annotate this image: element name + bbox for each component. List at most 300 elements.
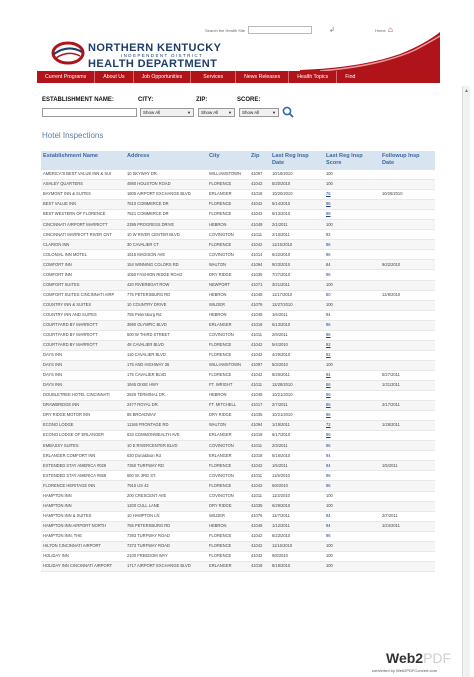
cell-address: 2100 FREEDOM WAY — [127, 554, 168, 559]
cell-establishment: EXTENDED STAY AMERICA #029 — [43, 463, 107, 468]
cell-followup-date: 1/24/2011 — [382, 523, 400, 528]
table-row — [41, 230, 435, 240]
cell-zip: 41042 — [251, 343, 263, 348]
cell-establishment: HAMPTON INN AIRPORT NORTH — [43, 523, 107, 528]
col-header-followup-date[interactable]: Followup Insp Date — [382, 153, 420, 166]
cell-insp-score[interactable]: 96 — [326, 443, 331, 448]
table-row — [41, 502, 435, 512]
cell-establishment: ERLANGER COMFORT INN — [43, 453, 96, 458]
cell-city: ERLANGER — [209, 453, 232, 458]
cell-zip: 41017 — [251, 403, 263, 408]
table-row — [41, 190, 435, 200]
cell-insp-score[interactable]: 84 — [326, 262, 331, 267]
table-row — [41, 270, 435, 280]
watermark-caption: converted by Web2PDFConvert.com — [372, 668, 438, 673]
score-label: SCORE: — [237, 97, 261, 103]
cell-address: 1515 MADISON AVE — [127, 252, 166, 257]
cell-zip: 41011 — [251, 473, 263, 478]
cell-address: 88 BROADWAY — [127, 413, 157, 418]
cell-insp-date: 5/14/2010 — [272, 202, 291, 207]
cell-zip: 41018 — [251, 453, 263, 458]
cell-establishment: COLONIAL INN MOTEL — [43, 252, 87, 257]
cell-city: WALTON — [209, 262, 226, 267]
cell-insp-score: 100 — [326, 564, 333, 569]
cell-city: FLORENCE — [209, 373, 232, 378]
cell-city: HEBRON — [209, 523, 227, 528]
cell-establishment: CINCINNATI AIRPORT MARRIOTT — [43, 222, 108, 227]
table-row — [41, 361, 435, 371]
cell-city: WALTON — [209, 423, 226, 428]
table-row — [41, 351, 435, 361]
table-row — [41, 542, 435, 552]
table-row — [41, 401, 435, 411]
cell-insp-date: 10/21/2010 — [272, 413, 293, 418]
city-label: CITY: — [138, 97, 154, 103]
cell-city: DRY RIDGE — [209, 272, 232, 277]
cell-insp-date: 7/27/2010 — [272, 272, 291, 277]
cell-insp-date: 10/19/2010 — [272, 172, 293, 177]
cell-city: ERLANGER — [209, 192, 232, 197]
zip-select[interactable] — [198, 108, 235, 117]
cell-address: 3990 OLYMPIC BLVD — [127, 322, 167, 327]
cell-followup-date: 10/26/2010 — [382, 192, 403, 197]
chevron-down-icon: ▼ — [228, 110, 232, 115]
cell-address: 2477 ROYAL DR. — [127, 403, 159, 408]
cell-insp-score[interactable]: 80 — [326, 292, 331, 297]
cell-insp-date: 12/27/2010 — [272, 302, 293, 307]
cell-insp-score[interactable]: 86 — [326, 403, 331, 408]
col-header-establishment[interactable]: Establishment Name — [43, 153, 99, 159]
cell-zip: 41042 — [251, 533, 263, 538]
home-icon[interactable]: ⌂ — [388, 25, 393, 34]
cell-establishment: DAYS INN — [43, 353, 63, 358]
cell-zip: 41042 — [251, 182, 263, 187]
establishment-name-input[interactable] — [42, 108, 137, 117]
nav-about-us[interactable]: About Us — [95, 71, 133, 83]
table-row — [41, 441, 435, 451]
cell-insp-score: 100 — [326, 172, 333, 177]
cell-establishment: DAYS INN — [43, 373, 63, 378]
score-select[interactable] — [239, 108, 279, 117]
table-row — [41, 552, 435, 562]
cell-city: HEBRON — [209, 393, 227, 398]
cell-zip: 41042 — [251, 483, 263, 488]
cell-city: HEBRON — [209, 292, 227, 297]
cell-establishment: COUNTRY INN AND SUITES — [43, 312, 97, 317]
cell-insp-score: 100 — [326, 544, 333, 548]
cell-establishment: CLARION INN — [43, 242, 70, 247]
cell-insp-score[interactable]: 96 — [326, 202, 331, 207]
cell-zip: 41042 — [251, 212, 263, 217]
cell-city: FLORENCE — [209, 533, 232, 538]
cell-zip: 41094 — [251, 423, 263, 428]
cell-insp-score[interactable]: 94 — [326, 523, 331, 528]
cell-insp-date: 1/12/2011 — [272, 523, 290, 528]
watermark-brand-suffix: PDF — [423, 650, 452, 666]
cell-city: FLORENCE — [209, 463, 232, 468]
cell-address: 10 HAMPTON LN — [127, 513, 160, 518]
cell-establishment: BAYMONT INN & SUITES — [43, 192, 91, 197]
table-row — [41, 281, 435, 291]
cell-insp-date: 11/17/2010 — [272, 292, 293, 297]
cell-city: WILLIAMSTOWN — [209, 172, 241, 177]
cell-establishment: HILTON CINCINNATI AIRPORT — [43, 544, 101, 548]
cell-city: WILDER — [209, 513, 225, 518]
cell-insp-score[interactable]: 96 — [326, 433, 331, 438]
cell-insp-date: 5/13/2010 — [272, 212, 291, 217]
cell-followup-date: 2/17/2011 — [382, 403, 400, 408]
cell-address: 48 CAVALIER BLVD — [127, 343, 164, 348]
table-row — [41, 522, 435, 532]
vertical-scrollbar[interactable] — [462, 86, 470, 677]
cell-insp-score[interactable]: 96 — [326, 473, 331, 478]
cell-establishment: COMFORT SUITES CINCINNATI AIRP — [43, 292, 115, 297]
cell-address: 630 Donaldson Rd — [127, 453, 161, 458]
cell-city: DRY RIDGE — [209, 503, 232, 508]
cell-insp-score[interactable]: 98 — [326, 212, 331, 217]
cell-insp-date: 4/29/2010 — [272, 353, 291, 358]
cell-insp-date: 6/22/2010 — [272, 252, 291, 257]
cell-insp-date: 2/3/2011 — [272, 443, 288, 448]
city-select-value: Show All — [143, 110, 161, 115]
table-body — [41, 170, 435, 572]
cell-zip: 41042 — [251, 463, 263, 468]
cell-insp-score[interactable]: 86 — [326, 383, 331, 388]
cell-establishment: HAMPTON INN & SUITES — [43, 513, 92, 518]
cell-address: 7915 US 42 — [127, 483, 149, 488]
cell-zip: 41048 — [251, 222, 263, 227]
cell-followup-date: 5/27/2011 — [382, 373, 400, 378]
cell-zip: 41035 — [251, 413, 263, 418]
cell-address: 4880 HOUSTON ROAD — [127, 182, 171, 187]
cell-insp-date: 9/23/2010 — [272, 262, 291, 267]
cell-insp-date: 2/1/2011 — [272, 222, 288, 227]
cell-address: 500 W THIRD STREET — [127, 333, 170, 338]
nav-news-releases[interactable]: News Releases — [236, 71, 289, 83]
cell-insp-score: 100 — [326, 182, 333, 187]
table-row — [41, 471, 435, 481]
table-row — [41, 481, 435, 491]
home-link[interactable]: Home — [375, 28, 386, 33]
nav-services[interactable]: Services — [191, 71, 236, 83]
search-icon[interactable] — [282, 106, 294, 118]
cell-establishment: HAMPTON INN — [43, 493, 72, 498]
cell-zip: 41011 — [251, 232, 263, 237]
cell-insp-date: 1/5/2011 — [272, 463, 288, 468]
cell-establishment: HAMPTON INN, THE — [43, 533, 82, 538]
cell-insp-score[interactable]: 96 — [326, 413, 331, 418]
table-row — [41, 260, 435, 270]
nav-job-opportunities[interactable]: Job Opportunities — [134, 71, 192, 83]
nav-current-programs[interactable]: Current Programs — [37, 71, 95, 83]
cell-address: 10 W RIVER CENTER BLVD — [127, 232, 180, 237]
cell-city: COVINGTON — [209, 493, 234, 498]
cell-city: ERLANGER — [209, 433, 232, 438]
cell-insp-date: 6/23/2010 — [272, 533, 291, 538]
cell-zip: 41048 — [251, 393, 263, 398]
cell-establishment: DRAWBRIDGE INN — [43, 403, 80, 408]
cell-insp-score[interactable]: 96 — [326, 333, 331, 338]
cell-city: FLORENCE — [209, 554, 232, 559]
cell-insp-score[interactable]: 96 — [326, 242, 331, 247]
cell-zip: 41076 — [251, 302, 263, 307]
table-row — [41, 250, 435, 260]
cell-insp-score: 100 — [326, 222, 333, 227]
cell-zip: 41011 — [251, 493, 263, 498]
city-select[interactable] — [140, 108, 194, 117]
cell-city: HEBRON — [209, 222, 227, 227]
table-row — [41, 461, 435, 471]
cell-establishment: CINCINNATI MARRIOTT RIVER CNT — [43, 232, 112, 237]
table-row — [41, 421, 435, 431]
cell-establishment: COUNTRY INN & SUITES — [43, 302, 92, 307]
health-department-logo[interactable] — [50, 40, 86, 66]
cell-zip: 41097 — [251, 363, 263, 368]
cell-zip: 41048 — [251, 523, 263, 528]
cell-zip: 41076 — [251, 513, 263, 518]
cell-zip: 41042 — [251, 544, 263, 548]
cell-zip: 41018 — [251, 192, 263, 197]
scroll-up-icon[interactable]: ▲ — [464, 88, 469, 94]
cell-city: COVINGTON — [209, 252, 234, 257]
cell-followup-date: 1/28/2011 — [382, 423, 400, 428]
cell-insp-date: 5/16/2010 — [272, 453, 291, 458]
table-row — [41, 431, 435, 441]
cell-followup-date: 2/7/2011 — [382, 513, 398, 518]
cell-insp-date: 6/8/2010 — [272, 483, 288, 488]
cell-insp-score: 100 — [326, 282, 333, 287]
logo-title-line1: NORTHERN KENTUCKY — [88, 42, 222, 54]
chevron-down-icon: ▼ — [272, 110, 276, 115]
cell-insp-score[interactable]: 94 — [326, 513, 331, 518]
cell-address: 7373 TURFWAY ROAD — [127, 544, 170, 548]
cell-address: 1805 AIRPORT EXCHANGE BLVD — [127, 192, 191, 197]
cell-city: COVINGTON — [209, 333, 234, 338]
cell-insp-score: 100 — [326, 302, 333, 307]
cell-establishment: HOLIDAY INN — [43, 554, 69, 559]
cell-zip: 41071 — [251, 282, 263, 287]
hotel-inspections-table — [41, 151, 435, 572]
table-row — [41, 180, 435, 190]
table-row — [41, 492, 435, 502]
cell-establishment: BEST WESTERN OF FLORENCE — [43, 212, 106, 217]
header-swoosh-graphic — [300, 32, 440, 72]
zip-select-value: Show All — [201, 110, 219, 115]
cell-insp-date: 3/21/2011 — [272, 282, 290, 287]
score-select-value: Show All — [242, 110, 260, 115]
cell-establishment: HOLIDAY INN CINCINNATI AIRPORT — [43, 564, 113, 569]
cell-address: 10 COUNTRY DRIVE — [127, 302, 167, 307]
cell-establishment: AMERICA'S BEST VALUE INN & SUI — [43, 172, 112, 177]
establishment-label: ESTABLISHMENT NAME: — [42, 97, 114, 103]
col-header-address[interactable]: Address — [127, 153, 150, 159]
cell-establishment: DAYS INN — [43, 363, 63, 368]
cell-city: COVINGTON — [209, 473, 234, 478]
table-row — [41, 512, 435, 522]
cell-establishment: BEST VALUE INN — [43, 202, 77, 207]
logo-title-line2: INDEPENDENT DISTRICT — [121, 53, 204, 58]
cell-establishment: COURTYARD BY MARRIOTT — [43, 333, 98, 338]
cell-address: 650 W. 3RD ST. — [127, 473, 157, 478]
cell-establishment: COMFORT SUITES — [43, 282, 80, 287]
cell-zip: 41097 — [251, 172, 263, 177]
cell-establishment: COMFORT INN — [43, 262, 72, 267]
cell-insp-score[interactable]: 76 — [326, 192, 331, 197]
cell-city: FLORENCE — [209, 212, 232, 217]
cell-zip: 41042 — [251, 373, 263, 378]
cell-insp-score: 100 — [326, 503, 333, 508]
cell-zip: 41011 — [251, 443, 263, 448]
cell-establishment: ECONO LODGE — [43, 423, 74, 428]
cell-insp-date: 5/3/2010 — [272, 363, 288, 368]
cell-insp-score[interactable]: 96 — [326, 533, 331, 538]
table-row — [41, 371, 435, 381]
cell-insp-score[interactable]: 92 — [326, 353, 331, 358]
cell-insp-score[interactable]: 94 — [326, 373, 331, 378]
cell-zip: 41035 — [251, 272, 263, 277]
col-header-zip[interactable]: Zip — [251, 153, 260, 159]
cell-insp-date: 6/13/2010 — [272, 322, 291, 327]
col-header-insp-score[interactable]: Last Reg Insp Score — [326, 153, 363, 166]
cell-city: FLORENCE — [209, 544, 232, 548]
cell-city: FLORENCE — [209, 483, 232, 488]
cell-insp-score[interactable]: 72 — [326, 423, 331, 428]
cell-city: ERLANGER — [209, 322, 232, 327]
cell-establishment: HAMPTON INN — [43, 503, 72, 508]
cell-insp-date: 5/20/2010 — [272, 182, 291, 187]
cell-insp-score: 100 — [326, 363, 333, 368]
cell-zip: 41094 — [251, 262, 263, 267]
cell-insp-date: 2/9/2011 — [272, 333, 288, 338]
cell-followup-date: 12/8/2010 — [382, 292, 401, 297]
cell-address: 1717 AIRPORT EXCHANGE BLVD — [127, 564, 191, 569]
table-row — [41, 562, 435, 572]
cell-zip: 41018 — [251, 433, 263, 438]
cell-address: 2826 TERMINAL DR. — [127, 393, 166, 398]
cell-insp-date: 1/6/2011 — [272, 312, 288, 317]
cell-insp-date: 12/7/2011 — [272, 513, 290, 518]
cell-insp-date: 8/19/2010 — [272, 564, 291, 569]
cell-insp-date: 9/8/2010 — [272, 554, 288, 559]
cell-zip: 41042 — [251, 202, 263, 207]
cell-city: COVINGTON — [209, 443, 234, 448]
cell-zip: 41042 — [251, 242, 263, 247]
cell-city: WILLIAMSTOWN — [209, 363, 241, 368]
search-label: Search the Health Site — [205, 27, 246, 33]
cell-address: 175 AND HIGHWAY 36 — [127, 363, 170, 368]
converter-watermark — [372, 650, 460, 674]
cell-zip: 41035 — [251, 503, 263, 508]
cell-zip: 41042 — [251, 353, 263, 358]
cell-insp-score: 100 — [326, 493, 333, 498]
cell-zip: 41048 — [251, 312, 263, 317]
logo-title-line3: HEALTH DEPARTMENT — [88, 58, 218, 70]
cell-insp-score[interactable]: 94 — [326, 463, 331, 468]
col-header-city[interactable]: City — [209, 153, 220, 159]
cell-zip: 41011 — [251, 383, 263, 388]
table-row — [41, 381, 435, 391]
cell-address: 420 RIVERBOAT ROW — [127, 282, 170, 287]
cell-establishment: EMBASSY SUITES — [43, 443, 79, 448]
cell-city: WILDER — [209, 302, 225, 307]
cell-zip: 41018 — [251, 322, 263, 327]
cell-address: 7393 TURFWAY ROAD — [127, 533, 170, 538]
cell-insp-score[interactable]: 94 — [326, 453, 331, 458]
cell-insp-score[interactable]: 96 — [326, 272, 331, 277]
cell-city: FT. WRIGHT — [209, 383, 233, 388]
cell-city: COVINGTON — [209, 232, 234, 237]
table-row — [41, 291, 435, 301]
cell-address: 7350 TURFWAY RD — [127, 463, 164, 468]
cell-address: 10 E RIVERCENTER BLVD — [127, 443, 178, 448]
cell-address: 2395 PROGRESS DRIVE — [127, 222, 175, 227]
header — [0, 0, 474, 82]
table-row — [41, 331, 435, 341]
cell-address: 10 SKYWAY DR. — [127, 172, 158, 177]
cell-address: 1050 FASHION RIDGE ROAD — [127, 272, 183, 277]
cell-establishment: DAYS INN — [43, 383, 63, 388]
cell-establishment: COMFORT INN — [43, 272, 72, 277]
cell-insp-score[interactable]: 92 — [326, 343, 331, 348]
cell-insp-score[interactable]: 96 — [326, 483, 331, 488]
cell-address: 1200 CULL LANE — [127, 503, 160, 508]
cell-followup-date: 1/31/2011 — [382, 383, 400, 388]
cell-insp-score[interactable]: 96 — [326, 393, 331, 398]
watermark-logo — [386, 650, 451, 666]
table-row — [41, 301, 435, 311]
search-go-icon[interactable]: ↲ — [329, 27, 335, 34]
table-row — [41, 411, 435, 421]
cell-city: HEBRON — [209, 312, 227, 317]
cell-city: FLORENCE — [209, 353, 232, 358]
cell-address: 755 PETERSBURG RD — [127, 523, 171, 528]
cell-address: 1945 DIXIE HWY — [127, 383, 159, 388]
table-row — [41, 532, 435, 542]
col-header-insp-date[interactable]: Last Reg Insp Date — [272, 153, 309, 166]
cell-establishment: FLORENCE HERITAGE INN — [43, 483, 96, 488]
cell-insp-date: 6/17/2010 — [272, 433, 291, 438]
cell-city: DRY RIDGE — [209, 413, 232, 418]
nav-find[interactable]: Find — [345, 74, 356, 80]
cell-establishment: DRY RIDGE MOTOR INN — [43, 413, 91, 418]
cell-zip: 41014 — [251, 252, 263, 257]
cell-city: FT. MITCHELL — [209, 403, 237, 408]
cell-insp-score[interactable]: 92 — [326, 232, 331, 237]
cell-address: 11165 FRONTAGE RD — [127, 423, 169, 428]
cell-city: ERLANGER — [209, 564, 232, 569]
main-nav — [37, 71, 440, 83]
cell-insp-score[interactable]: 94 — [326, 312, 331, 317]
filter-bar — [42, 97, 442, 123]
cell-zip: 41011 — [251, 333, 263, 338]
cell-insp-score[interactable]: 96 — [326, 322, 331, 327]
cell-zip: 41042 — [251, 554, 263, 559]
table-row — [41, 311, 435, 321]
cell-insp-score[interactable]: 96 — [326, 252, 331, 257]
cell-establishment: ASHLEY QUARTERS — [43, 182, 83, 187]
nav-health-topics[interactable]: Health Topics — [289, 71, 337, 83]
table-row — [41, 451, 435, 461]
cell-insp-date: 12/28/2010 — [272, 383, 293, 388]
cell-followup-date: 9/22/2010 — [382, 262, 401, 267]
table-row — [41, 240, 435, 250]
cell-address: 775 PETERSBURG RD — [127, 292, 171, 297]
section-title: Hotel Inspections — [42, 131, 104, 140]
cell-address: 7810 COMMERCE DR — [127, 202, 169, 207]
cell-city: FLORENCE — [209, 343, 232, 348]
cell-address: 30 CAVALIER CT — [127, 242, 159, 247]
cell-insp-date: 1/19/2011 — [272, 423, 290, 428]
